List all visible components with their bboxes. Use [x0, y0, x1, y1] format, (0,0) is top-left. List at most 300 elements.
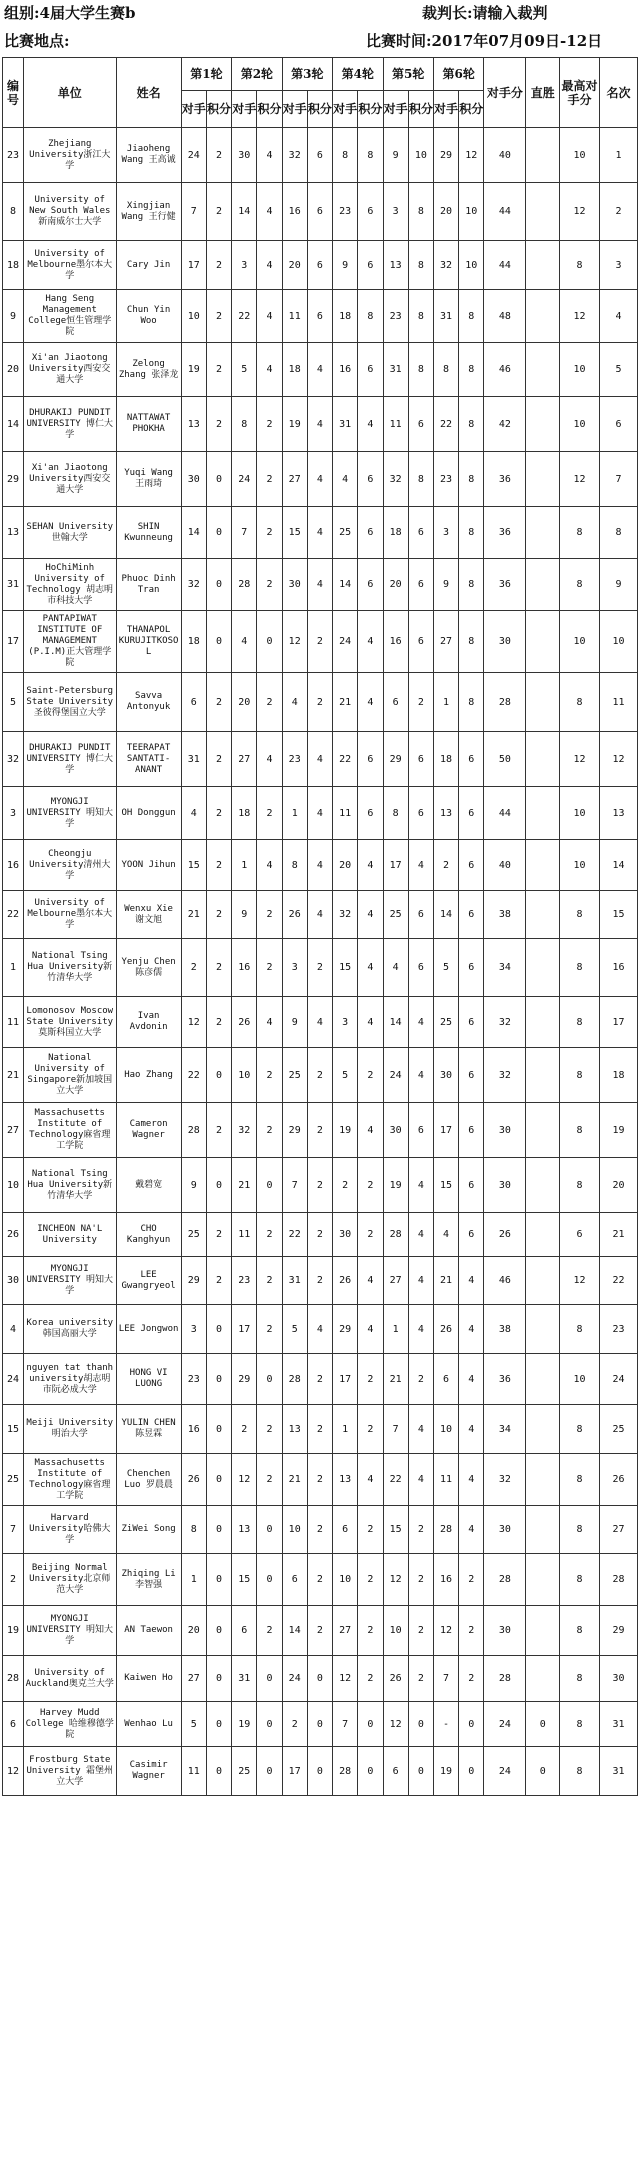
cell-round-opponent: 24: [181, 128, 206, 183]
cell-round-opponent: 6: [383, 1747, 408, 1796]
cell-name: HONG VI LUONG: [116, 1354, 181, 1405]
cell-maxopp: 8: [560, 1606, 600, 1656]
cell-direct: [526, 1305, 560, 1354]
cell-round-opponent: 21: [333, 673, 358, 732]
cell-maxopp: 10: [560, 1354, 600, 1405]
cell-round-opponent: 4: [333, 452, 358, 507]
cell-round-points: 4: [408, 1257, 433, 1305]
cell-round-points: 4: [358, 891, 383, 939]
cell-name: NATTAWAT PHOKHA: [116, 397, 181, 452]
cell-no: 25: [3, 1454, 24, 1506]
cell-round-points: 6: [307, 183, 332, 241]
cell-round-points: 6: [358, 183, 383, 241]
cell-direct: [526, 1506, 560, 1554]
cell-round-opponent: 32: [433, 241, 458, 290]
cell-round-opponent: 25: [333, 507, 358, 559]
cell-round-points: 4: [408, 1158, 433, 1213]
cell-round-opponent: 29: [383, 732, 408, 787]
cell-round-points: 2: [257, 891, 282, 939]
col-direct: 直胜: [526, 58, 560, 128]
cell-unit: Harvard University哈佛大学: [24, 1506, 117, 1554]
cell-round-points: 2: [408, 1554, 433, 1606]
cell-round-points: 6: [459, 997, 484, 1048]
cell-direct: [526, 1048, 560, 1103]
cell-round-opponent: 21: [383, 1354, 408, 1405]
cell-oppsum: 42: [484, 397, 526, 452]
table-body: [3, 128, 638, 1796]
cell-no: 1: [3, 939, 24, 997]
cell-round-points: 2: [358, 1656, 383, 1702]
cell-round-opponent: 10: [232, 1048, 257, 1103]
cell-rank: 1: [600, 128, 638, 183]
cell-round-points: 4: [307, 343, 332, 397]
cell-round-opponent: 10: [433, 1405, 458, 1454]
cell-round-opponent: 17: [333, 1354, 358, 1405]
cell-maxopp: 8: [560, 1158, 600, 1213]
cell-unit: Massachusetts Institute of Technology麻省理工学院: [24, 1454, 117, 1506]
cell-direct: [526, 1158, 560, 1213]
cell-round-opponent: 24: [333, 611, 358, 673]
cell-round-points: 2: [257, 1103, 282, 1158]
table-row: [3, 343, 638, 397]
table-row: [3, 1158, 638, 1213]
cell-round-opponent: 13: [383, 241, 408, 290]
cell-no: 7: [3, 1506, 24, 1554]
cell-round-points: 12: [459, 128, 484, 183]
cell-round-points: 2: [307, 611, 332, 673]
cell-maxopp: 10: [560, 611, 600, 673]
cell-round-opponent: 20: [383, 559, 408, 611]
cell-round-points: 0: [358, 1747, 383, 1796]
cell-maxopp: 8: [560, 1103, 600, 1158]
cell-round-points: 2: [358, 1048, 383, 1103]
cell-name: Savva Antonyuk: [116, 673, 181, 732]
cell-oppsum: 48: [484, 290, 526, 343]
cell-round-opponent: 16: [181, 1405, 206, 1454]
cell-round-points: 10: [408, 128, 433, 183]
cell-round-points: 4: [307, 840, 332, 891]
cell-oppsum: 40: [484, 128, 526, 183]
cell-round-points: 2: [307, 1103, 332, 1158]
cell-round-opponent: 28: [333, 1747, 358, 1796]
cell-round-points: 0: [206, 559, 231, 611]
cell-rank: 5: [600, 343, 638, 397]
cell-round-points: 6: [408, 397, 433, 452]
cell-direct: [526, 1213, 560, 1257]
group-label: 组别:4届大学生赛b: [4, 4, 136, 22]
cell-round-opponent: 17: [232, 1305, 257, 1354]
cell-round-points: 2: [307, 939, 332, 997]
cell-round-opponent: 23: [383, 290, 408, 343]
cell-name: Cameron Wagner: [116, 1103, 181, 1158]
cell-round-opponent: 27: [383, 1257, 408, 1305]
cell-round-opponent: 23: [433, 452, 458, 507]
cell-round-points: 4: [358, 1103, 383, 1158]
cell-round-points: 0: [257, 611, 282, 673]
cell-round-points: 2: [206, 732, 231, 787]
cell-round-points: 4: [459, 1506, 484, 1554]
cell-round-points: 2: [206, 128, 231, 183]
cell-round-points: 2: [206, 397, 231, 452]
cell-rank: 23: [600, 1305, 638, 1354]
cell-maxopp: 10: [560, 397, 600, 452]
cell-round-opponent: 4: [181, 787, 206, 840]
cell-round-opponent: 28: [433, 1506, 458, 1554]
col-round-4: 第4轮: [333, 58, 383, 91]
cell-round-points: 0: [206, 1405, 231, 1454]
cell-round-points: 2: [206, 673, 231, 732]
cell-round-opponent: 8: [333, 128, 358, 183]
cell-round-opponent: 22: [433, 397, 458, 452]
cell-maxopp: 8: [560, 1747, 600, 1796]
cell-round-opponent: 22: [181, 1048, 206, 1103]
cell-round-opponent: 20: [333, 840, 358, 891]
cell-oppsum: 32: [484, 1048, 526, 1103]
cell-round-opponent: 31: [383, 343, 408, 397]
cell-round-opponent: 12: [383, 1554, 408, 1606]
cell-round-points: 2: [307, 1506, 332, 1554]
cell-round-points: 0: [459, 1702, 484, 1747]
cell-direct: [526, 1103, 560, 1158]
cell-rank: 14: [600, 840, 638, 891]
cell-rank: 15: [600, 891, 638, 939]
cell-round-points: 2: [206, 997, 231, 1048]
cell-oppsum: 30: [484, 611, 526, 673]
cell-rank: 22: [600, 1257, 638, 1305]
cell-round-points: 6: [307, 128, 332, 183]
col-round-3: 第3轮: [282, 58, 332, 91]
cell-no: 28: [3, 1656, 24, 1702]
cell-no: 18: [3, 241, 24, 290]
cell-no: 31: [3, 559, 24, 611]
cell-round-points: 2: [257, 673, 282, 732]
cell-round-opponent: 6: [333, 1506, 358, 1554]
cell-round-opponent: 15: [433, 1158, 458, 1213]
cell-round-points: 6: [459, 939, 484, 997]
cell-oppsum: 28: [484, 1656, 526, 1702]
cell-round-opponent: 7: [232, 507, 257, 559]
cell-round-points: 2: [257, 1305, 282, 1354]
cell-round-opponent: 27: [333, 1606, 358, 1656]
cell-round-opponent: 7: [383, 1405, 408, 1454]
table-row: [3, 1606, 638, 1656]
cell-unit: Frostburg State University 霜堡州立大学: [24, 1747, 117, 1796]
cell-maxopp: 8: [560, 1405, 600, 1454]
cell-round-opponent: 18: [333, 290, 358, 343]
cell-no: 21: [3, 1048, 24, 1103]
cell-rank: 24: [600, 1354, 638, 1405]
cell-round-opponent: 14: [181, 507, 206, 559]
cell-oppsum: 34: [484, 1405, 526, 1454]
cell-round-opponent: 7: [333, 1702, 358, 1747]
cell-round-opponent: 6: [181, 673, 206, 732]
cell-unit: Korea university 韩国高丽大学: [24, 1305, 117, 1354]
cell-name: Wenxu Xie 谢文旭: [116, 891, 181, 939]
cell-rank: 30: [600, 1656, 638, 1702]
table-row: [3, 1257, 638, 1305]
cell-round-points: 4: [408, 1454, 433, 1506]
cell-rank: 21: [600, 1213, 638, 1257]
cell-round-points: 10: [459, 241, 484, 290]
table-row: [3, 507, 638, 559]
cell-rank: 9: [600, 559, 638, 611]
cell-round-opponent: 26: [181, 1454, 206, 1506]
cell-round-opponent: 25: [433, 997, 458, 1048]
cell-round-opponent: 32: [333, 891, 358, 939]
cell-name: LEE Gwangryeol: [116, 1257, 181, 1305]
subcol-pts: 积分: [257, 91, 282, 128]
cell-direct: [526, 1354, 560, 1405]
cell-unit: Xi'an Jiaotong University西安交通大学: [24, 343, 117, 397]
cell-name: Cary Jin: [116, 241, 181, 290]
cell-round-points: 6: [358, 787, 383, 840]
cell-round-opponent: 5: [433, 939, 458, 997]
cell-no: 5: [3, 673, 24, 732]
cell-round-opponent: 11: [383, 397, 408, 452]
table-row: [3, 1747, 638, 1796]
cell-no: 16: [3, 840, 24, 891]
cell-round-opponent: 11: [232, 1213, 257, 1257]
cell-round-opponent: 6: [282, 1554, 307, 1606]
cell-round-points: 2: [408, 673, 433, 732]
cell-round-opponent: 8: [383, 787, 408, 840]
col-name: 姓名: [116, 58, 181, 128]
cell-maxopp: 8: [560, 673, 600, 732]
cell-round-points: 8: [459, 507, 484, 559]
cell-round-opponent: 1: [282, 787, 307, 840]
cell-name: Yuqi Wang 王雨琦: [116, 452, 181, 507]
cell-round-points: 4: [358, 1257, 383, 1305]
cell-direct: [526, 1257, 560, 1305]
cell-name: Zelong Zhang 张泽龙: [116, 343, 181, 397]
cell-no: 12: [3, 1747, 24, 1796]
cell-round-opponent: 18: [232, 787, 257, 840]
cell-round-points: 4: [408, 1048, 433, 1103]
cell-round-points: 2: [206, 891, 231, 939]
cell-round-opponent: 20: [433, 183, 458, 241]
cell-round-opponent: 5: [232, 343, 257, 397]
cell-unit: PANTAPIWAT INSTITUTE OF MANAGEMENT (P.I.M)正大管理学院: [24, 611, 117, 673]
cell-no: 26: [3, 1213, 24, 1257]
cell-rank: 7: [600, 452, 638, 507]
cell-round-points: 0: [307, 1656, 332, 1702]
cell-round-points: 4: [257, 343, 282, 397]
cell-round-opponent: 11: [181, 1747, 206, 1796]
cell-round-opponent: 22: [333, 732, 358, 787]
cell-round-opponent: 14: [333, 559, 358, 611]
cell-round-opponent: 22: [232, 290, 257, 343]
cell-round-opponent: 26: [383, 1656, 408, 1702]
cell-maxopp: 8: [560, 939, 600, 997]
cell-round-opponent: 9: [181, 1158, 206, 1213]
cell-round-opponent: 26: [232, 997, 257, 1048]
table-row: [3, 787, 638, 840]
cell-unit: INCHEON NA'L University: [24, 1213, 117, 1257]
cell-direct: [526, 611, 560, 673]
cell-no: 17: [3, 611, 24, 673]
cell-oppsum: 30: [484, 1158, 526, 1213]
cell-round-opponent: 27: [433, 611, 458, 673]
table-row: [3, 290, 638, 343]
cell-round-points: 2: [307, 1606, 332, 1656]
cell-round-points: 4: [408, 1213, 433, 1257]
col-oppsum: 对手分: [484, 58, 526, 128]
cell-round-opponent: 7: [181, 183, 206, 241]
cell-no: 6: [3, 1702, 24, 1747]
cell-round-points: 6: [459, 840, 484, 891]
cell-round-points: 2: [307, 1405, 332, 1454]
cell-round-points: 0: [257, 1354, 282, 1405]
cell-rank: 20: [600, 1158, 638, 1213]
cell-unit: HoChiMinh University of Technology 胡志明市科技大学: [24, 559, 117, 611]
cell-round-opponent: 25: [383, 891, 408, 939]
cell-maxopp: 10: [560, 787, 600, 840]
cell-direct: [526, 732, 560, 787]
subcol-opp: 对手: [433, 91, 458, 128]
table-row: [3, 397, 638, 452]
cell-unit: National Tsing Hua University新竹清华大学: [24, 1158, 117, 1213]
cell-rank: 28: [600, 1554, 638, 1606]
cell-round-opponent: 2: [333, 1158, 358, 1213]
cell-round-opponent: 12: [282, 611, 307, 673]
subcol-opp: 对手: [232, 91, 257, 128]
cell-rank: 13: [600, 787, 638, 840]
cell-name: SHIN Kwunneung: [116, 507, 181, 559]
cell-round-opponent: 9: [333, 241, 358, 290]
cell-round-points: 0: [257, 1656, 282, 1702]
cell-round-points: 0: [358, 1702, 383, 1747]
cell-round-points: 0: [206, 1158, 231, 1213]
cell-round-opponent: 12: [333, 1656, 358, 1702]
cell-oppsum: 44: [484, 241, 526, 290]
cell-round-opponent: 28: [383, 1213, 408, 1257]
cell-round-points: 2: [358, 1213, 383, 1257]
cell-maxopp: 8: [560, 1656, 600, 1702]
col-rank: 名次: [600, 58, 638, 128]
cell-round-opponent: 25: [282, 1048, 307, 1103]
cell-round-opponent: 7: [282, 1158, 307, 1213]
cell-direct: [526, 397, 560, 452]
table-row: [3, 1354, 638, 1405]
cell-oppsum: 30: [484, 1103, 526, 1158]
cell-round-points: 2: [206, 343, 231, 397]
cell-round-opponent: 11: [333, 787, 358, 840]
cell-maxopp: 8: [560, 1554, 600, 1606]
cell-round-points: 2: [206, 840, 231, 891]
cell-name: Chun Yin Woo: [116, 290, 181, 343]
cell-oppsum: 44: [484, 787, 526, 840]
cell-no: 4: [3, 1305, 24, 1354]
cell-round-points: 2: [358, 1554, 383, 1606]
cell-round-opponent: 19: [181, 343, 206, 397]
cell-unit: Zhejiang University浙江大学: [24, 128, 117, 183]
cell-round-points: 0: [206, 1747, 231, 1796]
cell-maxopp: 12: [560, 732, 600, 787]
cell-round-points: 4: [408, 1305, 433, 1354]
cell-round-opponent: 13: [282, 1405, 307, 1454]
cell-round-opponent: 19: [383, 1158, 408, 1213]
table-row: [3, 732, 638, 787]
cell-round-opponent: 4: [232, 611, 257, 673]
cell-rank: 18: [600, 1048, 638, 1103]
cell-rank: 27: [600, 1506, 638, 1554]
cell-round-points: 4: [358, 840, 383, 891]
cell-unit: National Tsing Hua University新竹清华大学: [24, 939, 117, 997]
cell-round-opponent: 31: [232, 1656, 257, 1702]
cell-oppsum: 28: [484, 673, 526, 732]
cell-no: 19: [3, 1606, 24, 1656]
cell-name: Yenju Chen 陈彦儒: [116, 939, 181, 997]
cell-round-opponent: 30: [282, 559, 307, 611]
cell-oppsum: 28: [484, 1554, 526, 1606]
cell-round-points: 2: [206, 1103, 231, 1158]
cell-oppsum: 36: [484, 559, 526, 611]
cell-round-opponent: 9: [282, 997, 307, 1048]
cell-round-opponent: 3: [181, 1305, 206, 1354]
cell-direct: [526, 787, 560, 840]
cell-round-opponent: 15: [181, 840, 206, 891]
cell-round-points: 4: [408, 997, 433, 1048]
cell-maxopp: 10: [560, 128, 600, 183]
cell-unit: DHURAKIJ PUNDIT UNIVERSITY 博仁大学: [24, 732, 117, 787]
cell-round-points: 0: [307, 1702, 332, 1747]
cell-direct: 0: [526, 1747, 560, 1796]
subcol-pts: 积分: [459, 91, 484, 128]
cell-round-points: 0: [206, 507, 231, 559]
table-row: [3, 1554, 638, 1606]
cell-round-opponent: 23: [333, 183, 358, 241]
cell-maxopp: 12: [560, 183, 600, 241]
cell-round-opponent: 32: [282, 128, 307, 183]
cell-round-opponent: 30: [383, 1103, 408, 1158]
cell-round-opponent: 19: [282, 397, 307, 452]
table-row: [3, 183, 638, 241]
cell-direct: 0: [526, 1702, 560, 1747]
cell-maxopp: 8: [560, 1454, 600, 1506]
cell-round-opponent: 16: [333, 343, 358, 397]
cell-round-points: 2: [257, 507, 282, 559]
cell-round-opponent: 30: [232, 128, 257, 183]
cell-round-opponent: 10: [383, 1606, 408, 1656]
cell-direct: [526, 290, 560, 343]
cell-round-points: 2: [358, 1405, 383, 1454]
cell-round-opponent: 17: [383, 840, 408, 891]
cell-rank: 19: [600, 1103, 638, 1158]
cell-round-points: 6: [459, 787, 484, 840]
cell-direct: [526, 343, 560, 397]
cell-round-points: 4: [307, 397, 332, 452]
cell-round-opponent: 4: [383, 939, 408, 997]
cell-round-points: 2: [257, 1405, 282, 1454]
cell-round-opponent: 6: [383, 673, 408, 732]
cell-round-points: 2: [307, 1158, 332, 1213]
cell-round-points: 2: [257, 1257, 282, 1305]
cell-maxopp: 6: [560, 1213, 600, 1257]
cell-round-points: 8: [408, 183, 433, 241]
cell-round-points: 4: [358, 673, 383, 732]
cell-round-opponent: 17: [282, 1747, 307, 1796]
cell-maxopp: 8: [560, 507, 600, 559]
col-round-5: 第5轮: [383, 58, 433, 91]
col-round-1: 第1轮: [181, 58, 231, 91]
cell-round-points: 2: [459, 1606, 484, 1656]
cell-round-points: 2: [459, 1554, 484, 1606]
cell-round-opponent: 26: [433, 1305, 458, 1354]
page-header: [0, 0, 640, 56]
cell-round-points: 4: [307, 452, 332, 507]
cell-round-opponent: 14: [282, 1606, 307, 1656]
cell-name: YOON Jihun: [116, 840, 181, 891]
